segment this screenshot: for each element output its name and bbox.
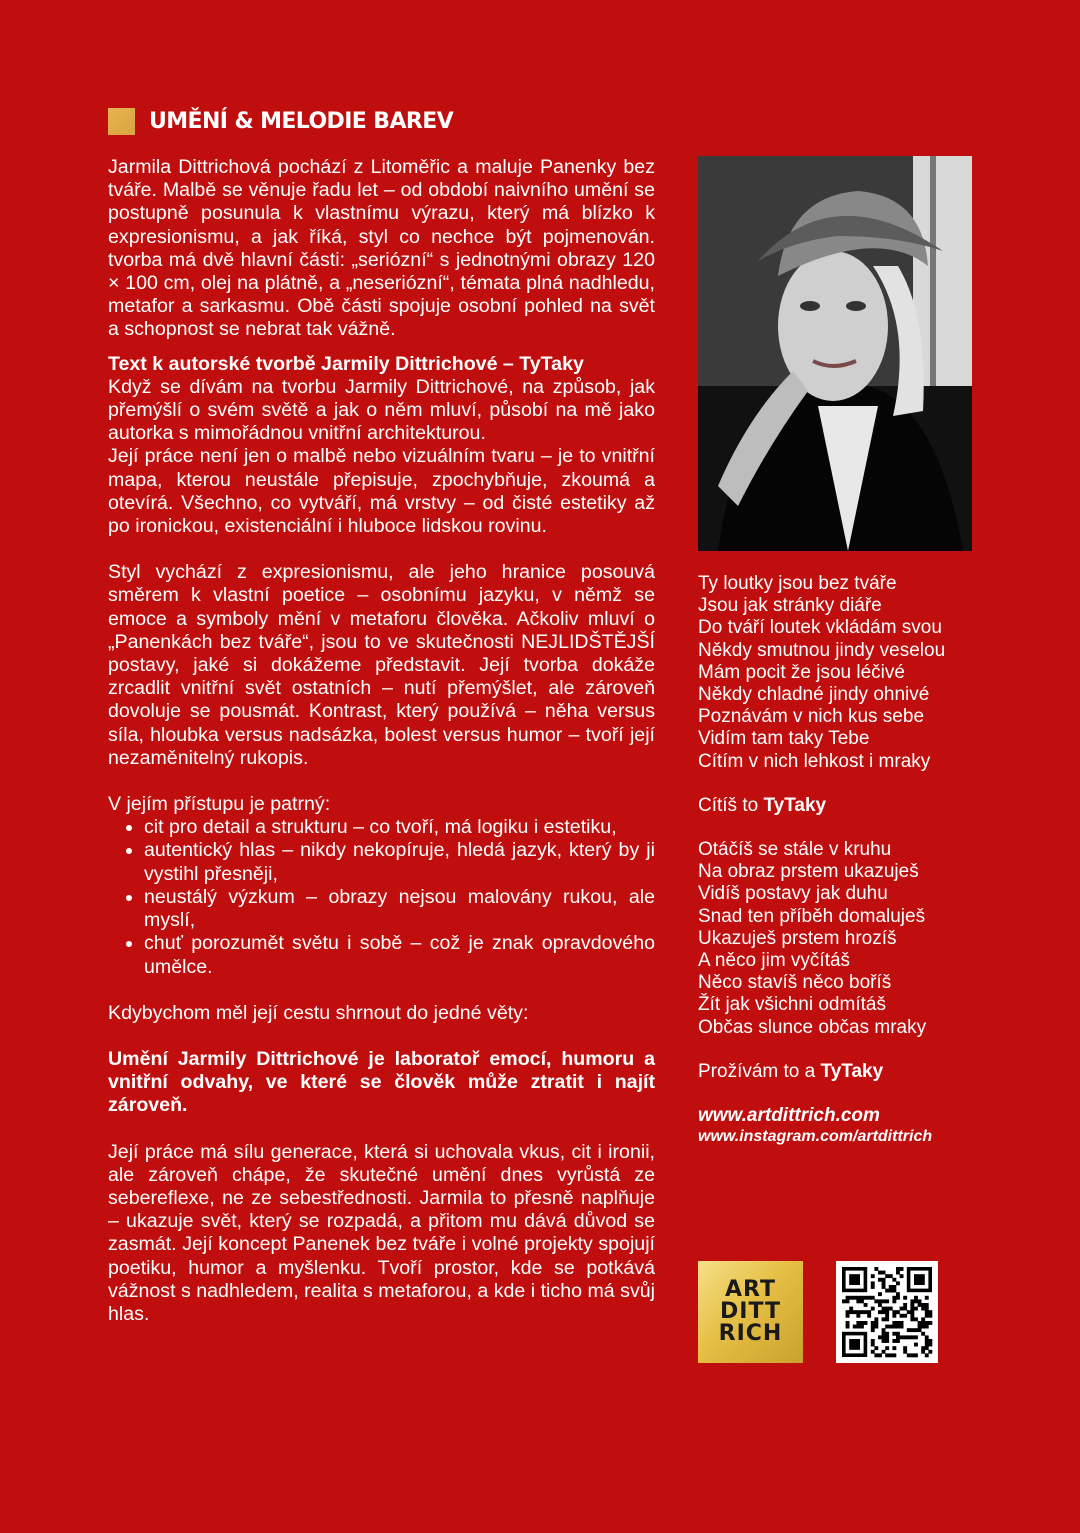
poem-line: Do tváří loutek vkládám svou	[698, 617, 942, 639]
poem-line: Na obraz prstem ukazuješ	[698, 861, 919, 883]
poem-line: Snad ten příběh domaluješ	[698, 905, 926, 927]
poem	[698, 573, 972, 1083]
artist-portrait	[698, 156, 972, 551]
poem-line: Ty loutky jsou bez tváře	[698, 573, 897, 594]
trait-list	[108, 816, 655, 978]
artdittrich-logo	[698, 1261, 803, 1363]
list-item: • cit pro detail a strukturu – co tvoří, má logiku i estetiku,	[144, 816, 655, 839]
poem-line: Mám pocit že jsou léčivé	[698, 661, 905, 683]
poem-line: Někdy chladné jindy ohnivé	[698, 684, 930, 706]
list-intro: V jejím přístupu je patrný:	[108, 793, 331, 816]
closing-paragraph: Její práce má sílu generace, která si uchovala vkus, cit i ironii, ale zároveň chápe, že skutečné umění dnes vyrůstá ze sebereflexe, ne ze sebestřednosti. Jarmila to přesně naplňuje – ukazuje svět, který se rozpadá, a přitom mu dává důvod se zasmát. Její koncept Panenek bez tváře i volné projekty spojují poetiku, humor a myšlenku. Tvoří prostor, kde se potkává vážnost s nadhledem, realita s metaforou, a kde i ticho má svůj hlas.	[108, 1140, 655, 1325]
instagram-link[interactable]: www.instagram.com/artdittrich	[698, 1128, 933, 1146]
list-item: • chuť porozumět světu i sobě – což je znak opravdového umělce.	[144, 932, 655, 978]
qr-code-graphic	[836, 1261, 938, 1363]
refrain-bold: TyTaky	[763, 794, 827, 816]
poem-line: Někdy smutnou jindy veselou	[698, 639, 946, 661]
poem-line: Žít jak všichni odmítáš	[698, 994, 886, 1016]
poem-line: Vidíš postavy jak duhu	[698, 883, 888, 905]
refrain-bold: TyTaky	[820, 1060, 884, 1082]
poem-line: Vidím tam taky Tebe	[698, 728, 870, 750]
left-column	[108, 156, 655, 1326]
portrait-illustration	[698, 156, 972, 551]
poem-line: Poznávám v nich kus sebe	[698, 706, 925, 728]
website-link[interactable]: www.artdittrich.com	[698, 1105, 880, 1127]
poem-line: Občas slunce občas mraky	[698, 1016, 927, 1038]
summary-intro: Kdybychom měl její cestu shrnout do jedné věty:	[108, 1001, 529, 1024]
section-title: UMĚNÍ & MELODIE BAREV	[149, 109, 454, 134]
section-header	[108, 108, 453, 135]
poem-refrain	[698, 795, 972, 817]
qr-code[interactable]	[836, 1261, 938, 1363]
right-column	[698, 156, 972, 1147]
accent-square	[108, 108, 135, 135]
list-item: • neustálý výzkum – obrazy nejsou malovány rukou, ale myslí,	[144, 886, 655, 932]
poem-line: Něco stavíš něco boříš	[698, 972, 892, 994]
links	[698, 1105, 972, 1147]
poem-line: Ukazuješ prstem hrozíš	[698, 927, 897, 949]
poem-line: Cítím v nich lehkost i mraky	[698, 750, 931, 772]
poem-refrain	[698, 1061, 972, 1083]
text-heading: Text k autorské tvorbě Jarmily Dittrichové – TyTaky	[108, 352, 584, 375]
logo-line: DITT	[720, 1299, 781, 1324]
paragraph-3: Její práce není jen o malbě nebo vizuálním tvaru – je to vnitřní mapa, kterou neustále přepisuje, zpochybňuje, zkoumá a otevírá. Všechno, co vytváří, má vrstvy – od čisté estetiky až po ironickou, existenciální i hluboce lidskou rovinu.	[108, 445, 655, 538]
logo-line: RICH	[718, 1321, 783, 1346]
paragraph-2: Když se dívám na tvorbu Jarmily Dittrichové, na způsob, jak přemýšlí o svém světě a jak o něm mluví, působí na mě jako autorka s mimořádnou vnitřní architekturou.	[108, 375, 655, 445]
intro-paragraph: Jarmila Dittrichová pochází z Litoměřic a maluje Panenky bez tváře. Malbě se věnuje řadu let – od období naivního umění se postupně posunula k vlastnímu výrazu, který má blízko k expresionismu, a jak říká, styl co nechce být pojmenován. tvorba má dvě hlavní části: „seriózní“ s jednotnými obrazy 120 × 100 cm, olej na plátně, a „neseriózní“, témata plná nadhledu, metafor a sarkasmu. Obě části spojuje osobní pohled na svět a schopnost se nebrat tak vážně.	[108, 156, 655, 341]
paragraph-4: Styl vychází z expresionismu, ale jeho hranice posouvá směrem k vlastní poetice – osobnímu jazyku, v němž se emoce a symboly mění v metaforu člověka. Ačkoliv mluví o „Panenkách bez tváře“, jsou to ve skutečnosti NEJLIDŠTĚJŠÍ postavy, jaké si dokážeme představit. Její tvorba dokáže zrcadlit vnitřní svět ostatních – nutí přemýšlet, ale zároveň dovoluje se pousmát. Kontrast, který používá – něha versus síla, hloubka versus nadsázka, bolest versus humor – tvoří její nezaměnitelný rukopis.	[108, 561, 655, 769]
refrain-text: Cítíš to	[698, 794, 764, 816]
summary-statement: Umění Jarmily Dittrichové je laboratoř emocí, humoru a vnitřní odvahy, ve které se člověk může ztratit i najít zároveň.	[108, 1047, 655, 1117]
logo-line: ART	[725, 1277, 776, 1302]
poem-line: Jsou jak stránky diáře	[698, 595, 882, 617]
list-item: • autentický hlas – nikdy nekopíruje, hledá jazyk, který by ji vystihl přesněji,	[144, 839, 655, 885]
refrain-text: Prožívám to a	[698, 1060, 821, 1082]
poem-line: A něco jim vyčítáš	[698, 950, 851, 972]
poem-line: Otáčíš se stále v kruhu	[698, 839, 892, 861]
